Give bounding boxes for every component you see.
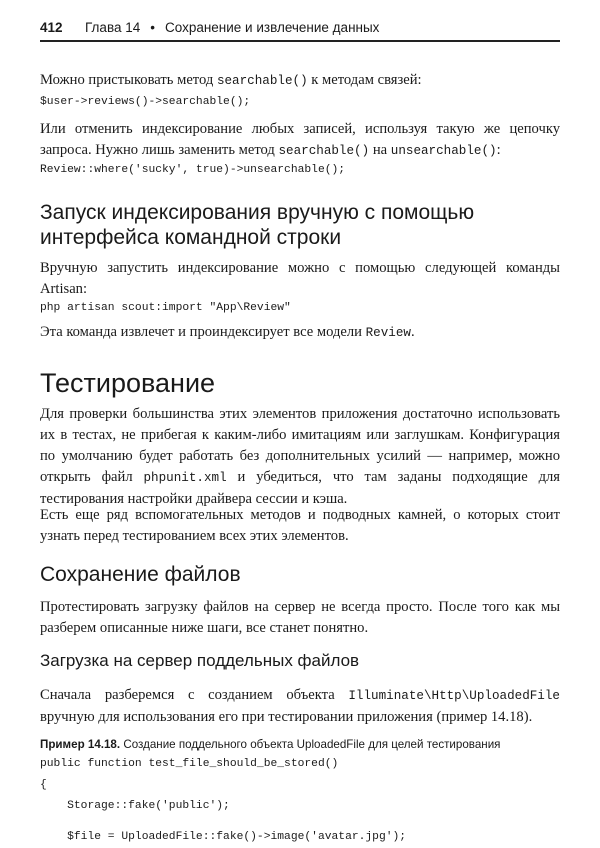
text: Сначала разберемся с созданием объекта <box>40 687 349 703</box>
inline-code: phpunit.xml <box>143 471 227 485</box>
text: Для проверки большинства этих элементов приложения достаточно использовать их в тестах, не прибегая к каким-либо имитациям или заглушкам. Конфигурация по умолчанию будет работать без дополнительных усилий — например, можно открыть файл <box>40 406 560 485</box>
section-heading <box>40 562 560 587</box>
paragraph <box>40 70 560 92</box>
running-header <box>40 12 560 42</box>
inline-code: Review <box>365 326 411 340</box>
paragraph <box>40 258 560 300</box>
code-block: php artisan scout:import "App\Review" <box>40 302 291 314</box>
text: на <box>369 142 391 158</box>
code-line: { <box>40 779 47 791</box>
inline-code: Illuminate\Http\UploadedFile <box>348 689 560 703</box>
paragraph <box>40 322 560 344</box>
text: к методам связей: <box>307 72 422 88</box>
text: Или отменить индексирование любых записей, используя такую же цепочку запроса. Нужно лишь заменить метод <box>40 121 560 158</box>
page-number: 412 <box>40 19 63 35</box>
text: вручную для использования его при тестировании приложения (пример 14.18). <box>40 709 533 725</box>
inline-code: searchable() <box>278 144 370 158</box>
text: Эта команда извлечет и проиндексирует все модели <box>40 324 366 340</box>
code-line <box>40 817 560 827</box>
chapter-title: Сохранение и извлечение данных <box>164 19 380 35</box>
code-line: Storage::fake('public'); <box>40 800 230 812</box>
heading-text: Тестирование <box>40 368 216 398</box>
code-block: $user->reviews()->searchable(); <box>40 96 251 108</box>
example-label: Пример 14.18. <box>40 738 121 751</box>
text: . <box>410 324 415 340</box>
paragraph <box>40 119 560 162</box>
text: и убедиться, что там заданы подходящие для тестирования настройки драйвера сессии и кэша. <box>40 469 560 507</box>
bullet: • <box>150 19 155 35</box>
heading-text: Сохранение файлов <box>40 563 241 586</box>
code-line: public function test_file_should_be_stored() <box>40 758 339 770</box>
chapter-label: Глава 14 <box>85 19 141 35</box>
text: Вручную запустить индексирование можно с помощью следующей команды Artisan: <box>40 260 560 297</box>
section-heading <box>40 200 480 250</box>
inline-code: unsearchable() <box>390 144 497 158</box>
code-line: $file = UploadedFile::fake()->image('avatar.jpg'); <box>40 831 407 843</box>
chapter-section-heading <box>40 368 560 399</box>
header-rule <box>40 40 560 42</box>
text: Есть еще ряд вспомогательных методов и подводных камней, о которых стоит узнать перед тестированием всех этих элементов. <box>40 507 560 544</box>
code-listing <box>40 754 560 848</box>
heading-text: Запуск индексирования вручную с помощью интерфейса командной строки <box>40 201 475 249</box>
code-block: Review::where('sucky', true)->unsearchable(); <box>40 164 346 176</box>
subsection-heading <box>40 651 560 671</box>
paragraph <box>40 597 560 639</box>
paragraph <box>40 685 560 728</box>
heading-text: Загрузка на сервер поддельных файлов <box>40 651 360 670</box>
text: Протестировать загрузку файлов на сервер не всегда просто. После того как мы разберем описанные ниже шаги, все станет понятно. <box>40 599 560 636</box>
example-caption-text: Создание поддельного объекта UploadedFile для целей тестирования <box>120 738 501 751</box>
paragraph <box>40 505 560 547</box>
paragraph <box>40 404 560 510</box>
text: Можно пристыковать метод <box>40 72 217 88</box>
example-caption <box>40 738 560 751</box>
inline-code: searchable() <box>216 74 308 88</box>
text: : <box>496 142 501 158</box>
